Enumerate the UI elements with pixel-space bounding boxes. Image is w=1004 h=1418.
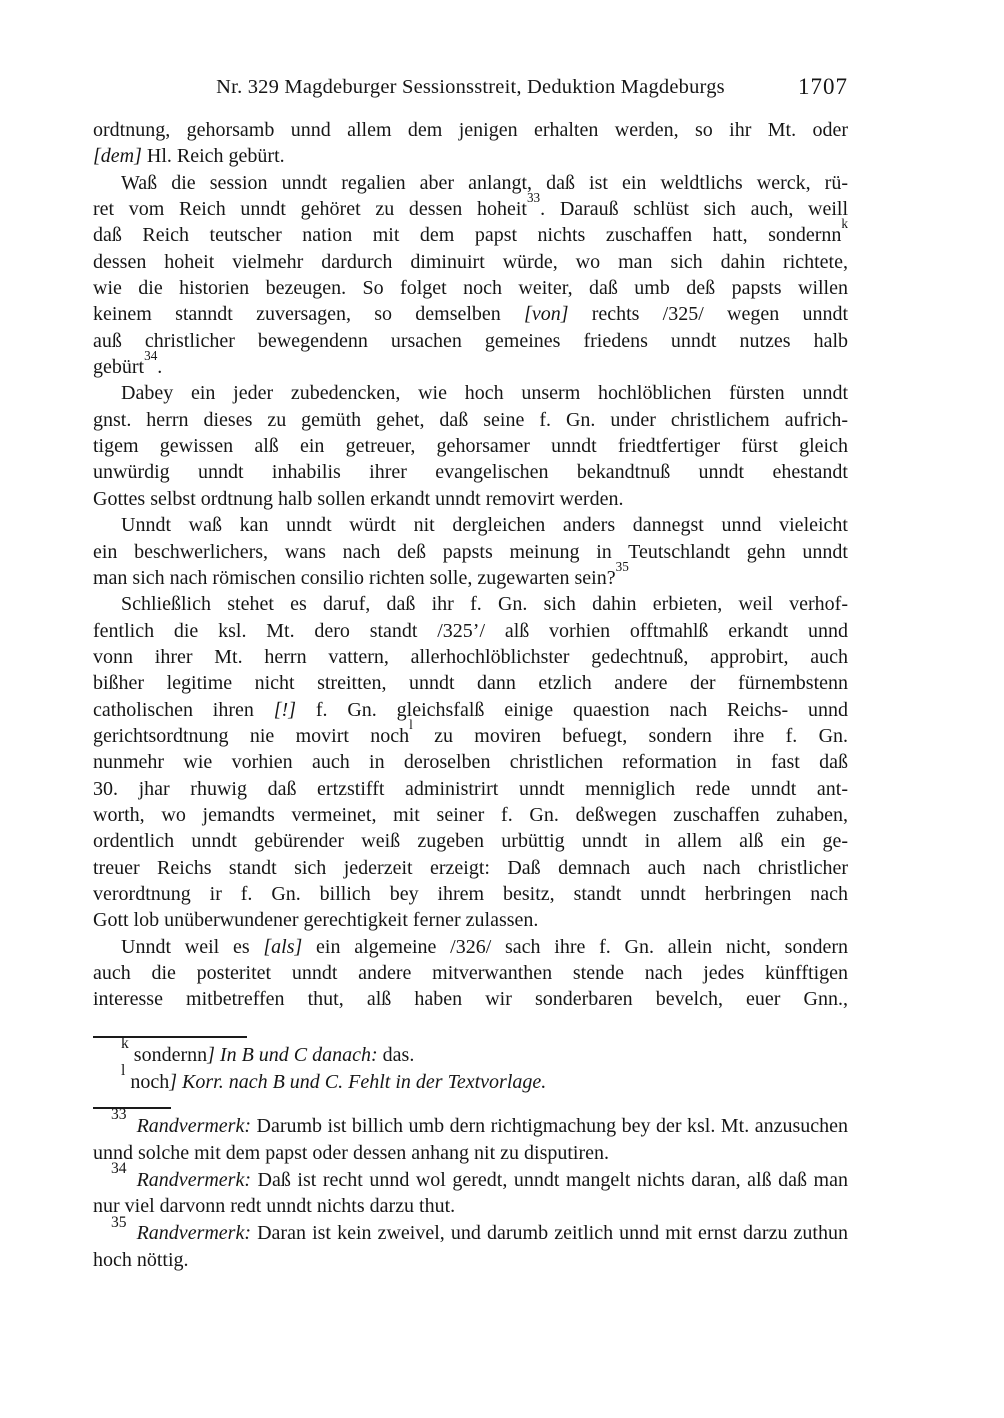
text-segment: das. [377,1044,415,1066]
text-segment: catholischen ihren [93,698,274,721]
paragraph [93,591,848,933]
text-segment: daß Reich teutscher nation mit dem papst nichts zuschaffen hatt, sondernn [93,224,842,247]
text-segment: Waß die session unndt regalien aber anlangt, daß ist ein weldtlichs werck, rü- [121,171,848,194]
text-line [93,433,848,459]
text-line [93,143,848,169]
text-line [93,802,848,828]
text-line [93,1035,848,1069]
text-segment: Gottes selbst ordtnung halb sollen erkandt unndt removirt werden. [93,487,624,510]
text-segment: zu moviren befuegt, sondern ihre f. Gn. [412,724,849,747]
text-segment [127,1169,137,1191]
footnote-rule [93,1107,171,1109]
text-segment: ret vom Reich unndt gehöret zu dessen hoheit [93,198,527,221]
text-segment: unnd solche mit dem papst oder dessen anhang nit zu disputiren. [93,1141,610,1164]
text-line [93,907,848,933]
text-line [93,380,848,406]
text-segment [127,1115,137,1137]
footnote-marker: 34 [144,347,158,363]
footnote-marker: k [121,1035,129,1053]
paragraph [93,934,848,1013]
text-segment: wie die historien bezeugen. So folget noch weiter, daß umb deß papsts willen [93,277,848,300]
text-segment: verordtnung ir f. Gn. billich bey ihrem besitz, standt unndt herbringen nach [93,882,848,905]
body-text [93,117,848,1013]
apparatus-rule [93,1036,247,1038]
text-segment: dessen hoheit vielmehr dardurch diminuirt würde, wo man sich dahin richtete, [93,250,848,273]
text-segment: treuer Reichs standt sich jederzeit erzeigt: Daß demnach auch nach christlicher [93,856,848,879]
editorial-italic: [!] [273,698,296,721]
text-segment: ein beschwerlichers, wans nach deß papsts meinung in Teutschlandt gehn unndt [93,540,848,563]
text-line [93,301,848,327]
paragraph [93,380,848,512]
editorial-italic: ] Korr. nach B und C. Fehlt in der Textvorlage. [169,1070,547,1093]
text-segment: Daß ist recht unnd wol geredt, unndt mangelt nichts daran, alß daß man [251,1168,848,1191]
text-line [93,170,848,196]
text-line [93,697,848,723]
text-segment: tigem gewissen alß ein getreuer, gehorsamer unndt friedtfertiger fürst gleich [93,435,848,458]
text-line [93,1062,848,1096]
text-line [93,189,849,222]
text-line [93,828,848,854]
header-title: Nr. 329 Magdeburger Sessionsstreit, Deduktion Magdeburgs [216,76,725,98]
text-segment: noch [125,1070,170,1093]
footnote-marker: l [409,716,413,732]
text-line [93,934,848,960]
text-line [93,512,848,538]
text-segment: Schließlich stehet es daruf, daß ihr f. Gn. sich dahin erbieten, weil verhof- [121,593,848,616]
editorial-italic: Randvermerk: [136,1168,251,1191]
text-segment: ordtnung, gehorsamb unnd allem dem jenigen erhalten werden, so ihr Mt. oder [93,119,848,141]
text-segment: unwürdig unndt inhabilis ihrer evangelischen bekandtnuß unndt ehestandt [93,461,848,484]
editorial-italic: [dem] [93,145,142,168]
text-segment: vonn ihrer Mt. herrn vattern, allerhochlöblichster gedechtnuß, approbirt, auch [93,645,848,668]
text-line [93,960,848,986]
text-line [93,1159,848,1194]
text-segment: auß christlicher bewegendenn ursachen gemeines friedens unndt nutzes halb [93,329,848,352]
text-line [93,716,849,749]
text-line [93,347,848,380]
text-segment: man sich nach römischen consilio richten solle, zugewarten sein? [93,566,616,589]
footnote-marker: 34 [111,1159,127,1177]
footnote-marker: 35 [615,558,629,574]
text-segment: Darumb ist billich umb dern richtigmachung bey der ksl. Mt. anzusuchen [251,1115,848,1137]
text-line [93,1140,848,1167]
text-line [93,539,848,565]
text-line [93,855,848,881]
editorial-italic: [als] [263,935,303,958]
text-line [93,618,848,644]
text-segment: ein algemeine /326/ sach ihre f. Gn. allein nicht, sondern [302,935,848,958]
text-line [93,1247,848,1274]
text-line [93,216,848,248]
text-line [93,328,848,354]
footnote-marker: 33 [526,189,541,205]
text-line [93,275,848,301]
text-line [93,749,848,775]
text-segment: Gott lob unüberwundener gerechtigkeit ferner zulassen. [93,909,539,932]
editorial-italic: [von] [524,303,569,326]
paragraph [93,1062,848,1096]
text-segment: auch die posteritet unndt andere mitverwanthen stende nach jedes künfftigen [93,962,848,984]
numbered-footnotes [93,1106,848,1274]
text-line [93,249,848,275]
text-line [93,986,848,1012]
text-line [93,776,848,802]
text-segment: gebürt [93,356,145,379]
text-line [93,558,848,591]
editorial-italic: Randvermerk: [136,1115,251,1137]
text-segment: fentlich die ksl. Mt. dero standt /325’/ alß vorhien offtmahlß erkandt unnd [93,619,848,642]
paragraph [93,1159,848,1221]
paragraph [93,117,848,170]
text-segment: ordentlich unndt gebürender weiß zugeben urbüttig unndt in allem alß ein ge- [93,830,848,853]
text-line [93,459,848,485]
text-line [93,1193,848,1220]
text-segment [127,1222,137,1244]
paragraph [93,1213,848,1274]
paragraph [93,512,848,591]
paragraph [93,1106,848,1167]
text-segment: Unndt waß kan unndt würdt nit dergleichen anders dannegst unnd vieleicht [121,514,848,537]
editorial-italic: Randvermerk: [136,1222,251,1245]
text-segment: gerichtsordtnung nie movirt noch [93,724,410,747]
footnote-marker: k [841,216,848,232]
text-segment: Hl. Reich gebürt. [141,145,285,168]
footnote-marker: 35 [111,1213,127,1231]
text-segment: nur viel darvonn redt unndt nichts darzu thut. [93,1195,456,1218]
text-segment: Dabey ein jeder zubedencken, wie hoch unserm hochlöblichen fürsten unndt [121,382,848,405]
footnote-marker: l [121,1062,126,1080]
page-header [93,76,848,104]
paragraph [93,170,848,381]
editorial-italic: ] In B und C danach: [207,1044,378,1066]
text-line [93,644,848,670]
text-segment: . Darauß schlüst sich auch, weill [540,198,849,221]
text-segment: Unndt weil es [121,935,264,958]
text-line [93,591,848,617]
text-line [93,670,848,696]
page-number: 1707 [798,74,848,99]
text-segment: worth, wo jemandts vermeinet, mit seiner f. Gn. deßwegen zuschaffen zuhaben, [93,803,848,826]
text-segment: hoch nöttig. [93,1248,189,1271]
text-segment: rechts /325/ wegen unndt [568,303,849,326]
text-line [93,1213,848,1247]
text-line [93,117,848,143]
text-line [93,486,848,512]
text-line [93,881,848,907]
text-segment: nunmehr wie vorhien auch in deroselben christlichen reformation in fast daß [93,751,848,774]
text-segment: bißher legitime nicht streitten, unndt dann etzlich andere der fürnembstenn [93,672,848,695]
text-segment: sondernn [128,1044,208,1066]
letter-footnotes [93,1035,848,1096]
text-segment: f. Gn. gleichsfalß einige quaestion nach Reichs- unnd [296,698,849,721]
text-line [93,1106,848,1140]
text-segment: Daran ist kein zweivel, und darumb zeitlich unnd mit ernst darzu zuthun [251,1222,848,1245]
text-segment: 30. jhar rhuwig daß ertzstifft administrirt unndt menniglich rede unndt ant- [93,777,848,800]
text-segment: gnst. herrn dieses zu gemüth gehet, daß seine f. Gn. under christlichem aufrich- [93,408,848,431]
text-segment: interesse mitbetreffen thut, alß haben wir sonderbaren bevelch, euer Gnn., [93,988,848,1011]
footnote-marker: 33 [111,1106,127,1124]
text-segment: . [157,356,163,379]
paragraph [93,1035,848,1069]
text-line [93,407,848,433]
text-segment: keinem stanndt zuversagen, so demselben [93,303,525,326]
